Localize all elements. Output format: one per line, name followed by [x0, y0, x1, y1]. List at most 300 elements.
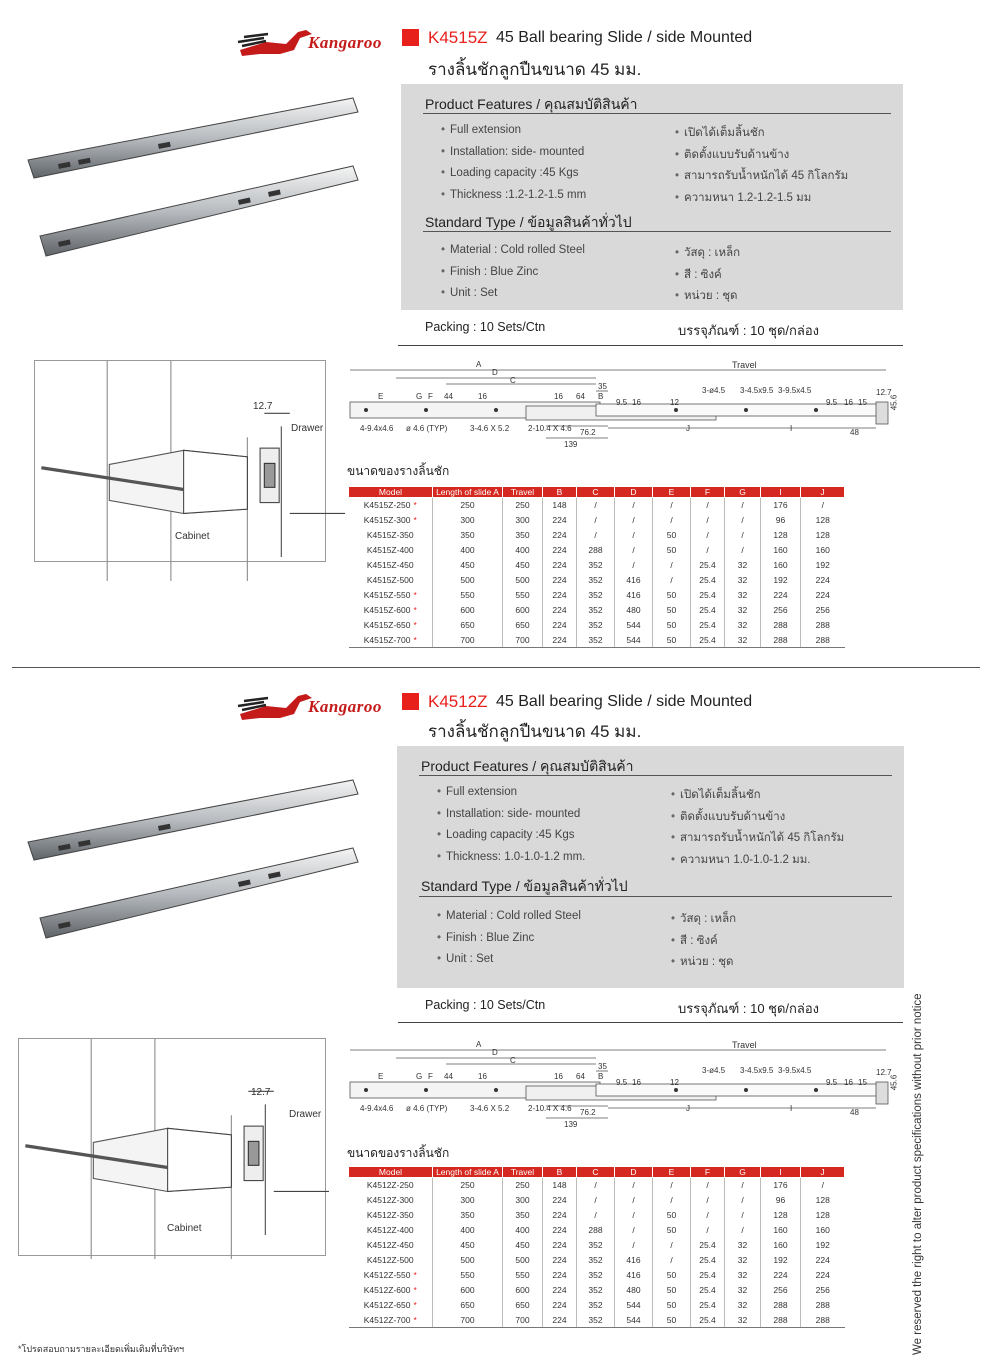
value-cell: / [691, 1223, 725, 1238]
value-cell: / [653, 498, 691, 513]
packing-english: Packing : 10 Sets/Ctn [425, 320, 546, 334]
dim-76-2: 76.2 [580, 1108, 596, 1117]
value-cell: 288 [761, 633, 801, 648]
dimension-drawing [346, 358, 899, 468]
model-cell: K4512Z-500 [366, 1255, 414, 1265]
value-cell: / [691, 1208, 725, 1223]
value-cell: 25.4 [691, 588, 725, 603]
value-cell: 352 [577, 573, 615, 588]
value-cell: 288 [801, 1313, 845, 1328]
value-cell: 400 [433, 1223, 503, 1238]
brand-name: Kangaroo [308, 33, 382, 52]
value-cell: 25.4 [691, 1313, 725, 1328]
dim-d: D [492, 1048, 498, 1057]
dim-j: J [686, 1104, 690, 1113]
value-cell: 544 [615, 1313, 653, 1328]
value-cell: / [577, 528, 615, 543]
value-cell: 352 [577, 1313, 615, 1328]
model-cell: K4515Z-650 * [363, 620, 417, 630]
value-cell: / [691, 498, 725, 513]
footnote: *โปรดสอบถามรายละเอียดเพิ่มเติมที่บริษัทฯ [18, 1344, 185, 1354]
feature-item-th: • ความหนา 1.2-1.2-1.5 มม [675, 189, 811, 207]
value-cell: / [725, 513, 761, 528]
value-cell: / [653, 1178, 691, 1193]
dim-slot-3: 3-4.6 X 5.2 [470, 424, 510, 433]
dim-35: 35 [598, 382, 607, 391]
slide-photo [18, 60, 368, 280]
value-cell: / [653, 1238, 691, 1253]
value-cell: 192 [761, 1253, 801, 1268]
dim-i: I [790, 1104, 793, 1113]
dim-e: E [378, 1072, 384, 1081]
column-header: F [691, 1167, 725, 1178]
packing-rule [398, 345, 903, 346]
value-cell: 50 [653, 528, 691, 543]
model-cell: K4512Z-300 [366, 1195, 414, 1205]
model-cell: K4515Z-700 * [349, 633, 433, 648]
value-cell: 480 [615, 603, 653, 618]
features-box [401, 84, 903, 310]
value-cell: / [653, 513, 691, 528]
feature-item-th: • ติดตั้งแบบรับด้านข้าง [671, 808, 785, 826]
value-cell: 288 [577, 1223, 615, 1238]
value-cell: 500 [433, 573, 503, 588]
dim-travel: Travel [732, 1040, 757, 1050]
value-cell: / [653, 573, 691, 588]
value-cell: / [615, 1193, 653, 1208]
table-row [349, 1268, 845, 1283]
model-cell: K4515Z-300 * [363, 515, 417, 525]
features-box [397, 746, 904, 988]
value-cell: 25.4 [691, 1253, 725, 1268]
dimension-drawing [346, 1038, 899, 1148]
value-cell: 650 [433, 618, 503, 633]
spec-table [348, 1166, 845, 1328]
value-cell: 600 [503, 1283, 543, 1298]
value-cell: 416 [615, 1253, 653, 1268]
table-header-row [349, 1167, 845, 1178]
value-cell: 224 [543, 1193, 577, 1208]
value-cell: 50 [653, 1223, 691, 1238]
value-cell: / [577, 498, 615, 513]
value-cell: 700 [503, 1313, 543, 1328]
dim-travel: Travel [732, 360, 757, 370]
value-cell: 96 [761, 1193, 801, 1208]
value-cell: 128 [801, 1208, 845, 1223]
dim-35: 35 [598, 1062, 607, 1071]
value-cell: 352 [577, 1298, 615, 1313]
value-cell: 352 [577, 1283, 615, 1298]
value-cell: / [725, 528, 761, 543]
value-cell: 128 [761, 1208, 801, 1223]
dim-f: F [428, 392, 433, 401]
dim-12: 12 [670, 398, 679, 407]
features-heading-rule [419, 775, 892, 776]
dim-a: A [476, 360, 482, 369]
value-cell: 400 [503, 1223, 543, 1238]
table-row [349, 573, 845, 588]
table-row [349, 1193, 845, 1208]
value-cell: / [615, 1208, 653, 1223]
value-cell: 224 [543, 1208, 577, 1223]
dim-slot-3: 3-4.6 X 5.2 [470, 1104, 510, 1113]
value-cell: 160 [761, 1238, 801, 1253]
value-cell: 550 [503, 1268, 543, 1283]
value-cell: / [691, 543, 725, 558]
value-cell: / [615, 558, 653, 573]
value-cell: 400 [433, 543, 503, 558]
value-cell: 32 [725, 1283, 761, 1298]
value-cell: 50 [653, 618, 691, 633]
dim-16d: 16 [844, 398, 853, 407]
red-square-marker [402, 29, 419, 46]
value-cell: 352 [577, 633, 615, 648]
value-cell: 224 [543, 588, 577, 603]
drawer-label: Drawer [289, 1109, 322, 1120]
value-cell: 288 [801, 618, 845, 633]
value-cell: 224 [543, 1313, 577, 1328]
dim-g: G [416, 1072, 423, 1081]
value-cell: 500 [433, 1253, 503, 1268]
model-cell: K4512Z-350 [366, 1210, 414, 1220]
dim-15: 15 [858, 1078, 867, 1087]
value-cell: 160 [801, 1223, 845, 1238]
value-cell: / [615, 543, 653, 558]
dim-c: C [510, 376, 516, 385]
feature-item-en: • Loading capacity :45 Kgs [437, 829, 575, 841]
value-cell: / [725, 1223, 761, 1238]
value-cell: 148 [543, 1178, 577, 1193]
title-english: 45 Ball bearing Slide / side Mounted [496, 693, 753, 710]
value-cell: / [691, 528, 725, 543]
packing-thai: บรรจุภัณฑ์ : 10 ชุด/กล่อง [678, 323, 820, 338]
star-marker: * [413, 620, 417, 630]
standard-item-en: • Material : Cold rolled Steel [437, 910, 581, 922]
value-cell: 416 [615, 573, 653, 588]
standard-item-th: • สี : ซิงค์ [675, 266, 722, 284]
column-header: Model [349, 1167, 433, 1178]
value-cell: 128 [761, 528, 801, 543]
dim-9-5a: 9.5 [616, 1078, 628, 1087]
feature-item-th: • เปิดได้เต็มลิ้นชัก [675, 124, 765, 142]
model-cell: K4512Z-550 * [363, 1270, 417, 1280]
star-marker: * [413, 1314, 417, 1325]
value-cell: 224 [543, 528, 577, 543]
model-cell: K4512Z-450 [366, 1240, 414, 1250]
dim-a: A [476, 1040, 482, 1049]
table-row [349, 1313, 845, 1328]
model-cell: K4512Z-400 [366, 1225, 414, 1235]
side-disclaimer: We reserved the right to alter product specifications without prior notice [912, 993, 924, 1355]
value-cell: 256 [761, 1283, 801, 1298]
dim-9-5b: 9.5 [826, 398, 838, 407]
value-cell: 500 [503, 573, 543, 588]
column-header: C [577, 487, 615, 498]
dim-j: J [686, 424, 690, 433]
feature-item-th: • เปิดได้เต็มลิ้นชัก [671, 786, 761, 804]
packing-thai: บรรจุภัณฑ์ : 10 ชุด/กล่อง [678, 1001, 820, 1016]
value-cell: / [653, 1193, 691, 1208]
value-cell: 160 [761, 1223, 801, 1238]
feature-item-en: • Full extension [437, 786, 517, 798]
value-cell: 50 [653, 603, 691, 618]
value-cell: 288 [801, 633, 845, 648]
feature-item-en: • Installation: side- mounted [441, 146, 584, 158]
value-cell: / [615, 1223, 653, 1238]
value-cell: 25.4 [691, 1268, 725, 1283]
column-header: F [691, 487, 725, 498]
value-cell: 176 [761, 1178, 801, 1193]
product-section-k4512z [0, 672, 1000, 1362]
value-cell: 224 [543, 573, 577, 588]
value-cell: 350 [503, 1208, 543, 1223]
value-cell: 256 [801, 603, 845, 618]
value-cell: 544 [615, 633, 653, 648]
value-cell: 650 [433, 1298, 503, 1313]
cabinet-label: Cabinet [175, 531, 210, 542]
cabinet-dimension-label: 12.7 [251, 1087, 271, 1098]
value-cell: 600 [433, 603, 503, 618]
dim-16c: 16 [632, 398, 641, 407]
star-marker: * [413, 515, 417, 525]
value-cell: 32 [725, 1238, 761, 1253]
model-cell: K4512Z-250 [366, 1180, 414, 1191]
model-cell: K4515Z-450 [366, 560, 414, 570]
value-cell: 224 [801, 1253, 845, 1268]
product-section-k4515z [0, 0, 1000, 665]
red-square-marker [402, 693, 419, 710]
value-cell: 700 [433, 1313, 503, 1328]
value-cell: 224 [543, 633, 577, 648]
value-cell: 224 [543, 1268, 577, 1283]
value-cell: 50 [653, 633, 691, 648]
value-cell: 352 [577, 588, 615, 603]
value-cell: 300 [433, 513, 503, 528]
table-row [349, 603, 845, 618]
value-cell: 400 [503, 543, 543, 558]
value-cell: 50 [653, 1208, 691, 1223]
value-cell: 288 [761, 618, 801, 633]
section-divider [12, 667, 980, 668]
column-header: J [801, 487, 845, 498]
table-title: ขนาดของรางลิ้นชัก [347, 464, 450, 478]
cabinet-diagram [34, 360, 326, 562]
value-cell: / [653, 1253, 691, 1268]
value-cell: 32 [725, 618, 761, 633]
standard-item-th: • หน่วย : ชุด [675, 287, 738, 305]
value-cell: 25.4 [691, 603, 725, 618]
value-cell: 288 [761, 1313, 801, 1328]
dim-slot-1: 4-9.4x4.6 [360, 1104, 394, 1113]
star-marker: * [413, 605, 417, 615]
value-cell: 352 [577, 618, 615, 633]
value-cell: / [691, 513, 725, 528]
table-row [349, 528, 845, 543]
value-cell: 300 [503, 1193, 543, 1208]
column-header: G [725, 487, 761, 498]
brand-name: Kangaroo [308, 697, 382, 716]
dim-b: B [598, 392, 604, 401]
value-cell: 50 [653, 1313, 691, 1328]
brand-logo [236, 684, 386, 724]
value-cell: / [577, 1193, 615, 1208]
dim-44: 44 [444, 392, 453, 401]
dim-12-7: 12.7 [876, 388, 892, 397]
value-cell: 32 [725, 588, 761, 603]
value-cell: 256 [761, 603, 801, 618]
table-row [349, 1178, 845, 1193]
dim-44: 44 [444, 1072, 453, 1081]
value-cell: 700 [503, 633, 543, 648]
standard-item-en: • Finish : Blue Zinc [441, 266, 538, 278]
feature-item-th: • ความหนา 1.0-1.0-1.2 มม. [671, 851, 810, 869]
table-row [349, 543, 845, 558]
value-cell: / [577, 1178, 615, 1193]
dim-slot-2: ø 4.6 (TYP) [406, 424, 448, 433]
table-row [349, 1283, 845, 1298]
value-cell: 224 [801, 588, 845, 603]
column-header: G [725, 1167, 761, 1178]
value-cell: 224 [801, 573, 845, 588]
value-cell: 25.4 [691, 558, 725, 573]
value-cell: 224 [801, 1268, 845, 1283]
dim-slot-4: 2-10.4 X 4.6 [528, 1104, 572, 1113]
value-cell: 250 [503, 1178, 543, 1193]
dim-i: I [790, 424, 793, 433]
value-cell: 288 [801, 1298, 845, 1313]
value-cell: 250 [503, 498, 543, 513]
dim-holes-1: 3-ø4.5 [702, 386, 726, 395]
packing-rule [398, 1022, 903, 1023]
value-cell: / [801, 1178, 845, 1193]
value-cell: 700 [433, 633, 503, 648]
value-cell: 192 [761, 573, 801, 588]
value-cell: 224 [543, 603, 577, 618]
value-cell: 32 [725, 573, 761, 588]
table-row [349, 1223, 845, 1238]
dim-f: F [428, 1072, 433, 1081]
column-header: D [615, 1167, 653, 1178]
value-cell: 250 [433, 498, 503, 513]
feature-item-en: • Installation: side- mounted [437, 808, 580, 820]
value-cell: 300 [503, 513, 543, 528]
table-row [349, 633, 845, 648]
value-cell: 160 [761, 558, 801, 573]
standard-heading-rule [423, 231, 891, 232]
value-cell: 25.4 [691, 1238, 725, 1253]
value-cell: 600 [503, 603, 543, 618]
dim-139: 139 [564, 440, 578, 449]
standard-item-en: • Finish : Blue Zinc [437, 932, 534, 944]
value-cell: 224 [761, 588, 801, 603]
value-cell: 480 [615, 1283, 653, 1298]
value-cell: 352 [577, 1253, 615, 1268]
value-cell: / [691, 1178, 725, 1193]
value-cell: 550 [433, 1268, 503, 1283]
dim-16a: 16 [478, 392, 487, 401]
drawer-label: Drawer [291, 423, 324, 434]
column-header: I [761, 1167, 801, 1178]
dim-holes-3: 3-9.5x4.5 [778, 1066, 812, 1075]
value-cell: / [725, 543, 761, 558]
value-cell: 450 [503, 1238, 543, 1253]
value-cell: 550 [503, 588, 543, 603]
value-cell: 192 [801, 1238, 845, 1253]
value-cell: 32 [725, 603, 761, 618]
value-cell: / [577, 513, 615, 528]
value-cell: 160 [801, 543, 845, 558]
column-header: J [801, 1167, 845, 1178]
value-cell: 50 [653, 543, 691, 558]
value-cell: 350 [433, 1208, 503, 1223]
value-cell: / [577, 1208, 615, 1223]
dim-9-5b: 9.5 [826, 1078, 838, 1087]
standard-heading: Standard Type / ข้อมูลสินค้าทั่วไป [425, 214, 632, 230]
standard-item-en: • Material : Cold rolled Steel [441, 244, 585, 256]
dim-b: B [598, 1072, 604, 1081]
value-cell: / [615, 513, 653, 528]
column-header: E [653, 487, 691, 498]
feature-item-en: • Full extension [441, 124, 521, 136]
value-cell: 148 [543, 498, 577, 513]
dim-c: C [510, 1056, 516, 1065]
value-cell: / [615, 1238, 653, 1253]
dim-48: 48 [850, 428, 859, 437]
standard-item-en: • Unit : Set [441, 287, 497, 299]
standard-item-th: • วัสดุ : เหล็ก [671, 910, 736, 928]
cabinet-dimension-label: 12.7 [253, 401, 273, 412]
value-cell: 352 [577, 1268, 615, 1283]
value-cell: 600 [433, 1283, 503, 1298]
value-cell: 500 [503, 1253, 543, 1268]
star-marker: * [413, 1300, 417, 1310]
value-cell: 224 [543, 1283, 577, 1298]
star-marker: * [413, 590, 417, 600]
value-cell: 300 [433, 1193, 503, 1208]
standard-item-th: • วัสดุ : เหล็ก [675, 244, 740, 262]
table-row [349, 558, 845, 573]
value-cell: 32 [725, 1253, 761, 1268]
model-cell: K4512Z-650 * [363, 1300, 417, 1310]
dim-16d: 16 [844, 1078, 853, 1087]
value-cell: 256 [801, 1283, 845, 1298]
cabinet-diagram [18, 1038, 326, 1256]
standard-item-th: • หน่วย : ชุด [671, 953, 734, 971]
value-cell: 544 [615, 618, 653, 633]
value-cell: 550 [433, 588, 503, 603]
value-cell: 352 [577, 603, 615, 618]
dim-slot-1: 4-9.4x4.6 [360, 424, 394, 433]
standard-heading-rule [419, 896, 892, 897]
value-cell: 416 [615, 1268, 653, 1283]
value-cell: 50 [653, 588, 691, 603]
value-cell: 450 [433, 558, 503, 573]
value-cell: 25.4 [691, 618, 725, 633]
value-cell: 32 [725, 558, 761, 573]
value-cell: 352 [577, 1238, 615, 1253]
dim-g: G [416, 392, 423, 401]
star-marker: * [413, 1270, 417, 1280]
dim-e: E [378, 392, 384, 401]
value-cell: 544 [615, 1298, 653, 1313]
value-cell: / [725, 498, 761, 513]
value-cell: 224 [543, 513, 577, 528]
value-cell: 25.4 [691, 573, 725, 588]
dim-15: 15 [858, 398, 867, 407]
column-header: Travel [503, 487, 543, 498]
star-marker: * [413, 634, 417, 645]
feature-item-th: • สามารถรับน้ำหนักได้ 45 กิโลกรัม [671, 829, 844, 847]
